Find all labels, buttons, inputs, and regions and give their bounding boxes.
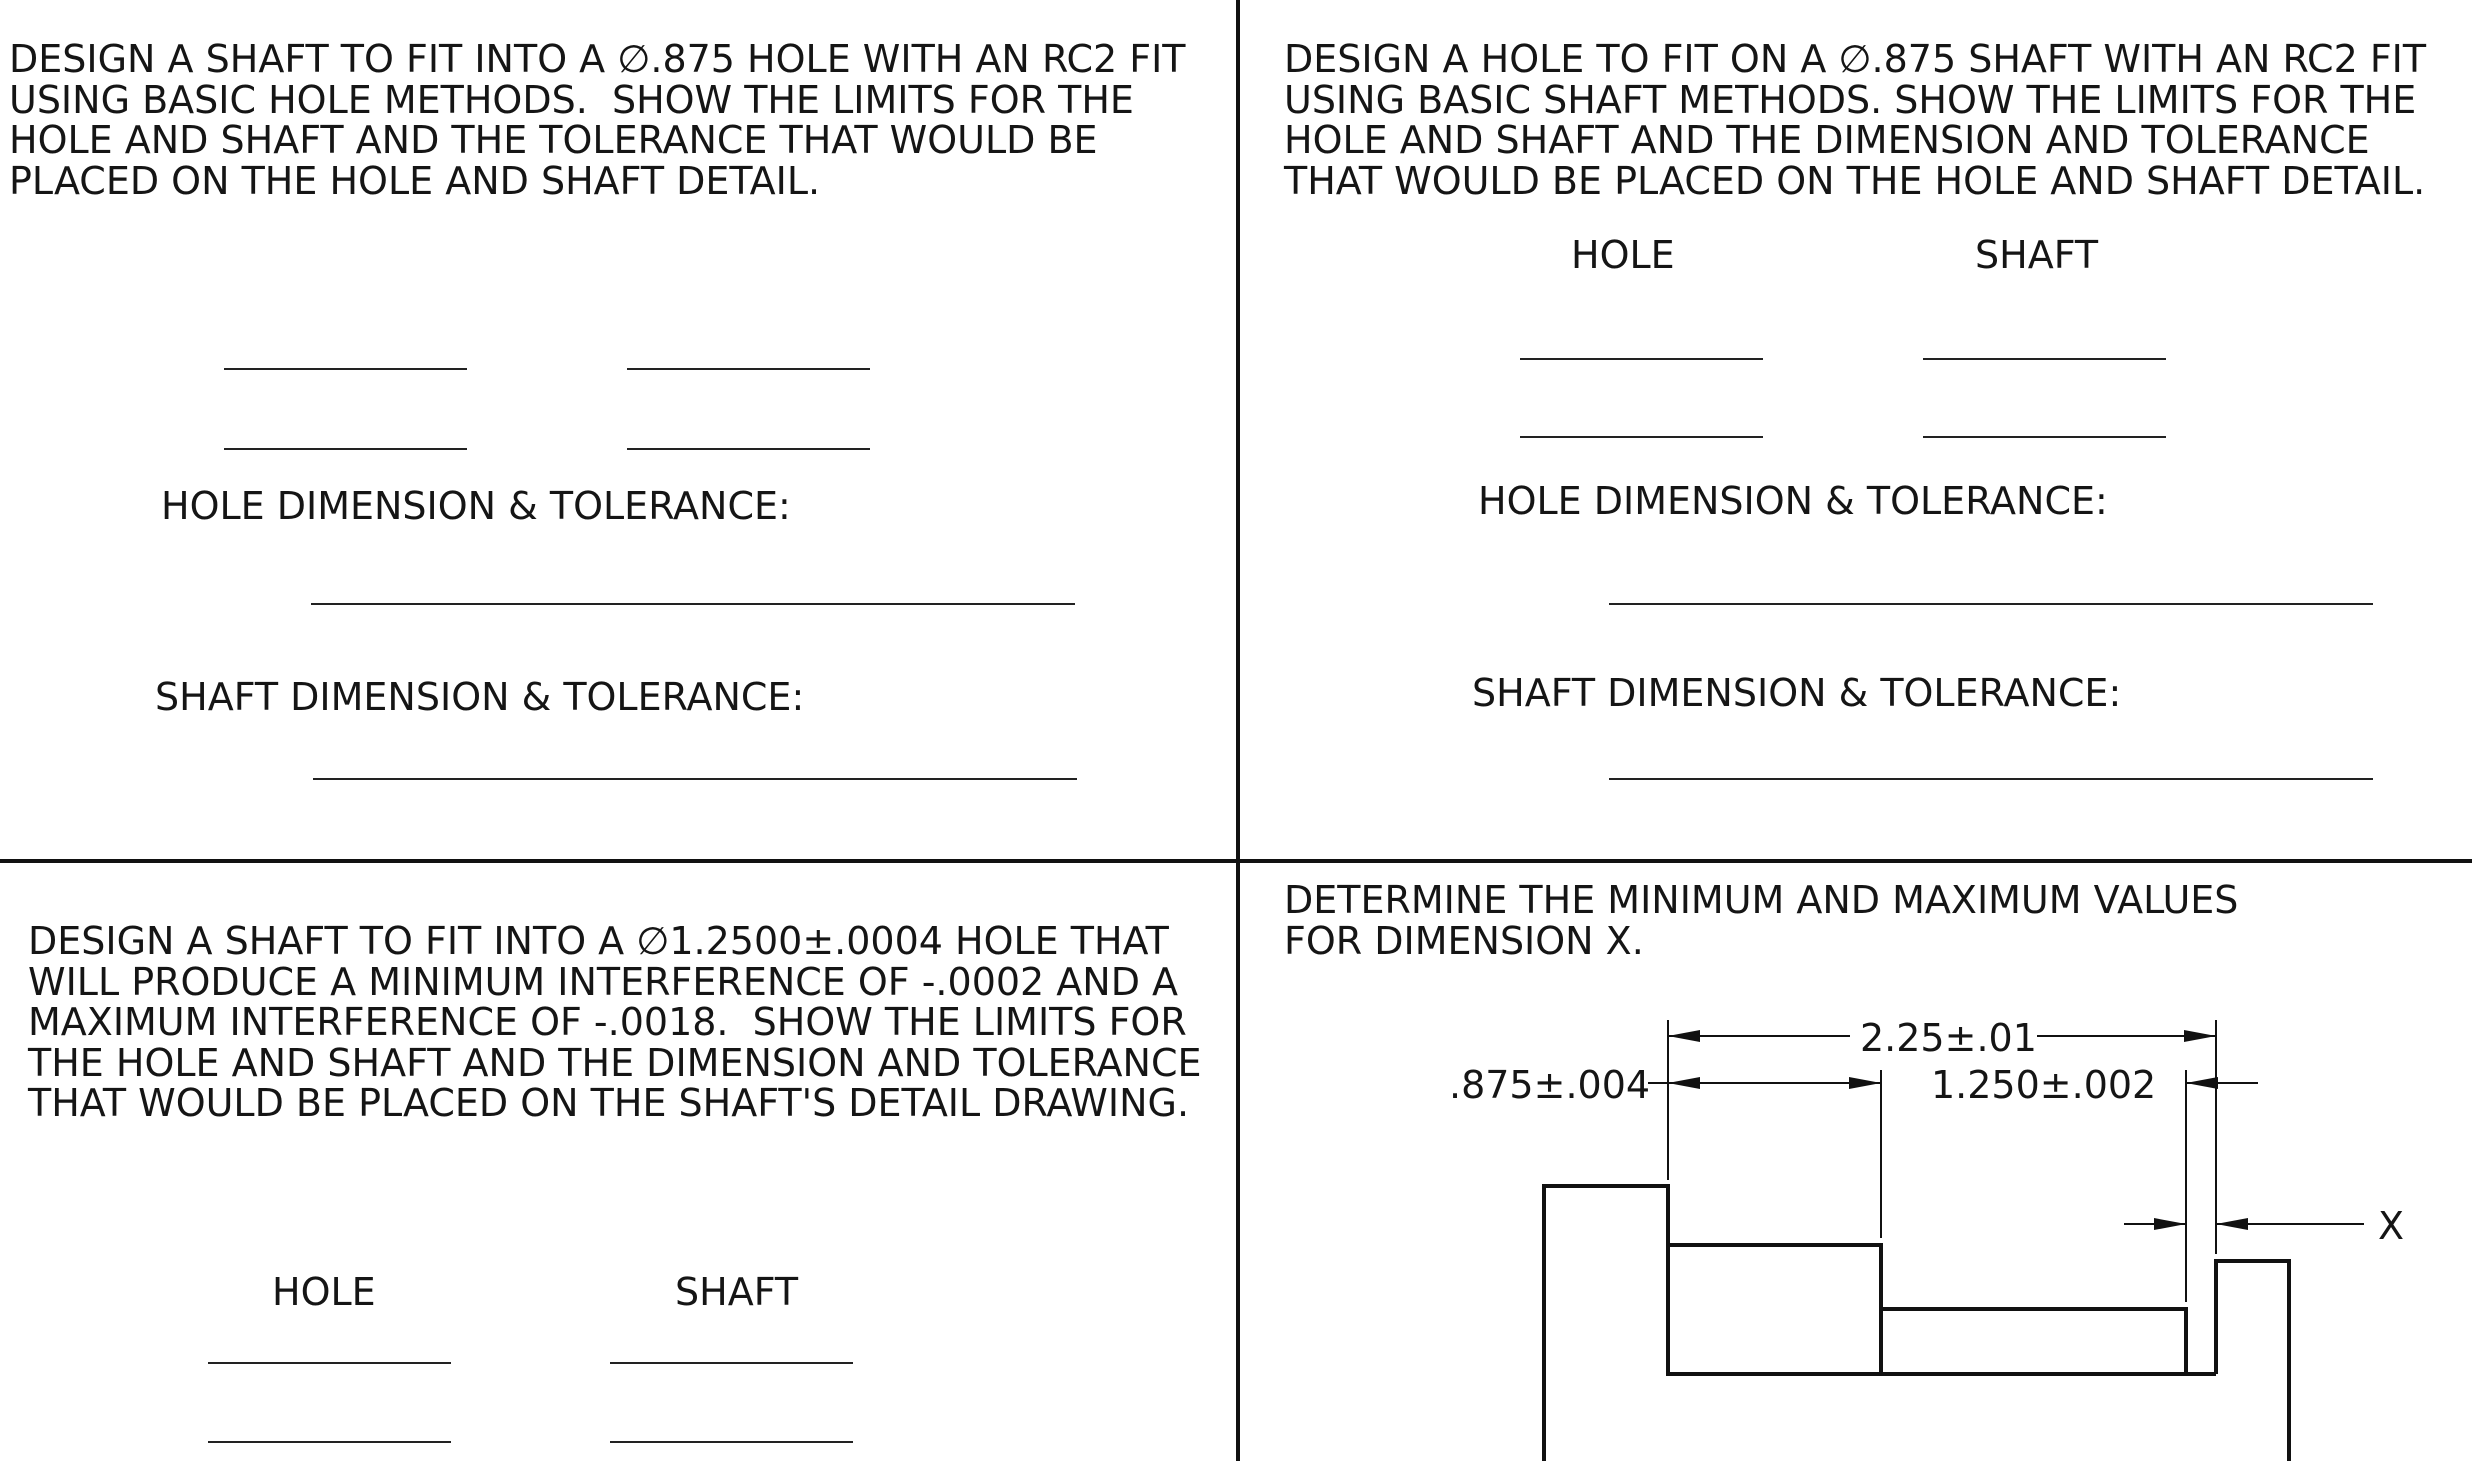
q3-line-1: DESIGN A SHAFT TO FIT INTO A ∅1.2500±.0004 HOLE THAT (28, 919, 1169, 963)
q3-question (28, 921, 1202, 1124)
q2-line-2: USING BASIC SHAFT METHODS. SHOW THE LIMITS FOR THE (1284, 77, 2417, 122)
q2-shaft-upper-limit-blank[interactable] (1923, 358, 2166, 360)
q1-hole-upper-limit-blank[interactable] (224, 368, 467, 370)
arrowhead (2184, 1030, 2216, 1042)
q1-line-1: DESIGN A SHAFT TO FIT INTO A ∅.875 HOLE WITH AN RC2 FIT (9, 37, 1186, 81)
q3-shaft-column-heading: SHAFT (675, 1270, 799, 1314)
dim-left-label: .875±.004 (1449, 1063, 1651, 1107)
q1-line-3: HOLE AND SHAFT AND THE TOLERANCE THAT WOULD BE (9, 118, 1098, 162)
q4-line-1: DETERMINE THE MINIMUM AND MAXIMUM VALUES (1284, 878, 2239, 922)
dim-overall-label: 2.25±.01 (1860, 1016, 2037, 1060)
q1-shaft-lower-limit-blank[interactable] (627, 448, 870, 450)
q2-question (1284, 39, 2426, 201)
q2-line-3: HOLE AND SHAFT AND THE DIMENSION AND TOLERANCE (1284, 118, 2370, 162)
arrowhead (1849, 1077, 1881, 1089)
q3-line-3: MAXIMUM INTERFERENCE OF -.0018. SHOW THE LIMITS FOR (28, 1000, 1187, 1044)
q3-hole-upper-limit-blank[interactable] (208, 1362, 451, 1364)
q3-line-5: THAT WOULD BE PLACED ON THE SHAFT'S DETAIL DRAWING. (28, 1081, 1190, 1125)
q1-hole-dimension-label: HOLE DIMENSION & TOLERANCE: (161, 484, 791, 528)
q1-question (9, 39, 1186, 201)
step-two-outline (1881, 1309, 2186, 1374)
q2-line-1: DESIGN A HOLE TO FIT ON A ∅.875 SHAFT WITH AN RC2 FIT (1284, 37, 2427, 81)
q2-hole-dimension-blank[interactable] (1609, 603, 2373, 605)
q2-shaft-lower-limit-blank[interactable] (1923, 436, 2166, 438)
q2-hole-dimension-label: HOLE DIMENSION & TOLERANCE: (1478, 479, 2108, 523)
q2-hole-column-heading: HOLE (1571, 233, 1675, 277)
q1-hole-lower-limit-blank[interactable] (224, 448, 467, 450)
q3-line-4: THE HOLE AND SHAFT AND THE DIMENSION AND TOLERANCE (28, 1040, 1202, 1085)
part-outline-left (1544, 1186, 2186, 1461)
q2-hole-upper-limit-blank[interactable] (1520, 358, 1763, 360)
q4-line-2: FOR DIMENSION X. (1284, 918, 1644, 963)
step-one-outline (1668, 1245, 1881, 1374)
dim-right-label: 1.250±.002 (1931, 1063, 2157, 1107)
part-outline-right (2216, 1261, 2289, 1461)
q1-line-2: USING BASIC HOLE METHODS. SHOW THE LIMITS FOR THE (9, 77, 1134, 122)
q2-shaft-dimension-label: SHAFT DIMENSION & TOLERANCE: (1472, 671, 2122, 715)
q2-shaft-dimension-blank[interactable] (1609, 778, 2373, 780)
arrowhead (2154, 1218, 2186, 1230)
q1-shaft-dimension-label: SHAFT DIMENSION & TOLERANCE: (155, 675, 805, 719)
q4-question (1284, 880, 2238, 961)
q2-line-4: THAT WOULD BE PLACED ON THE HOLE AND SHAFT DETAIL. (1284, 158, 2426, 203)
q1-line-4: PLACED ON THE HOLE AND SHAFT DETAIL. (9, 158, 821, 203)
q1-shaft-dimension-blank[interactable] (313, 778, 1077, 780)
q2-hole-lower-limit-blank[interactable] (1520, 436, 1763, 438)
q1-shaft-upper-limit-blank[interactable] (627, 368, 870, 370)
q3-hole-lower-limit-blank[interactable] (208, 1441, 451, 1443)
arrowhead (2186, 1077, 2218, 1089)
arrowhead (1668, 1030, 1700, 1042)
arrowhead (2216, 1218, 2248, 1230)
dim-x-label: X (2378, 1204, 2405, 1248)
q3-shaft-lower-limit-blank[interactable] (610, 1441, 853, 1443)
q2-shaft-column-heading: SHAFT (1975, 233, 2099, 277)
q3-shaft-upper-limit-blank[interactable] (610, 1362, 853, 1364)
q1-hole-dimension-blank[interactable] (311, 603, 1075, 605)
q3-line-2: WILL PRODUCE A MINIMUM INTERFERENCE OF -.0002 AND A (28, 959, 1179, 1004)
arrowhead (1668, 1077, 1700, 1089)
q3-hole-column-heading: HOLE (272, 1270, 376, 1314)
